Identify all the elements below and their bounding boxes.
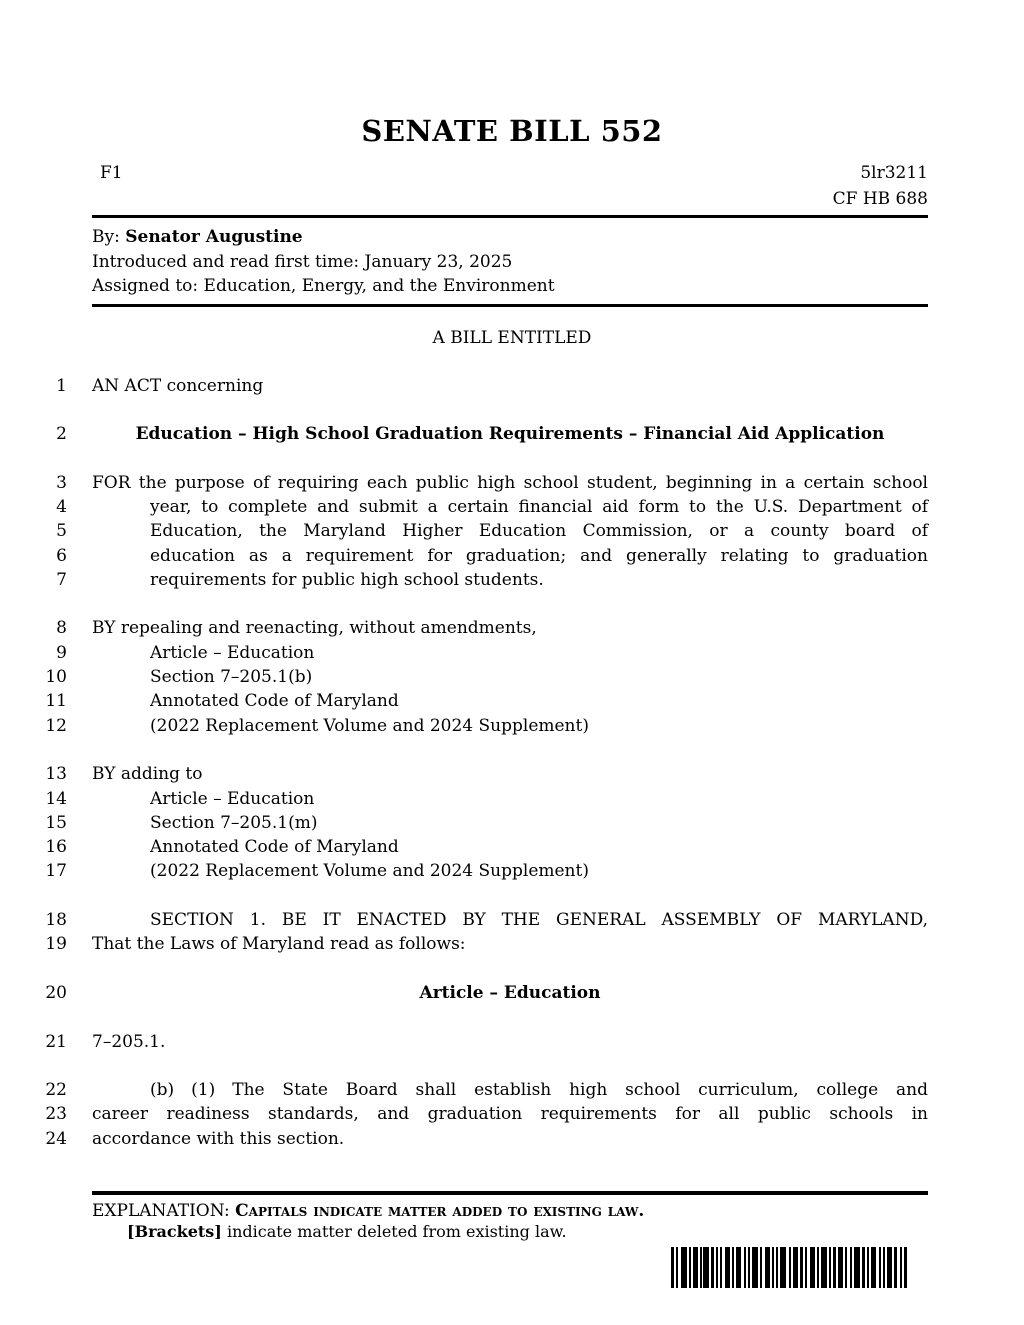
barcode-bar — [904, 1247, 907, 1288]
line-text: Education, the Maryland Higher Education Commission, or a county board of — [150, 521, 928, 542]
line-text: AN ACT concerning — [92, 375, 264, 396]
bill-line — [0, 981, 1024, 1005]
introduced-line: Introduced and read first time: January 23, 2025 — [92, 251, 513, 272]
header-rule-top — [92, 215, 928, 218]
version-code: F1 — [100, 163, 123, 183]
line-text: That the Laws of Maryland read as follows: — [92, 934, 466, 955]
bill-lines — [0, 374, 1024, 1152]
explanation-capitals-text: Capitals indicate matter added to existing law. — [235, 1201, 645, 1221]
header-meta-right — [833, 160, 928, 212]
explanation-label: EXPLANATION: — [92, 1201, 236, 1221]
line-number: 8 — [56, 618, 67, 639]
sponsor-line — [92, 225, 928, 250]
footer — [92, 1191, 928, 1242]
line-number: 12 — [45, 715, 67, 736]
line-number: 11 — [45, 691, 67, 712]
line-number: 23 — [45, 1104, 67, 1125]
header-rule-bottom — [92, 304, 928, 307]
bill-line — [0, 568, 1024, 592]
line-text: career readiness standards, and graduation requirements for all public schools in — [92, 1104, 928, 1125]
bill-line — [0, 787, 1024, 811]
line-number: 19 — [45, 934, 67, 955]
bill-line — [0, 1102, 1024, 1126]
line-number: 13 — [45, 764, 67, 785]
line-text: Article – Education — [150, 642, 315, 663]
brackets-term: [Brackets] — [127, 1222, 222, 1241]
header-meta-row — [100, 160, 928, 212]
line-number: 14 — [45, 788, 67, 809]
bill-line — [0, 495, 1024, 519]
line-number: 2 — [56, 424, 67, 445]
line-number: 1 — [56, 375, 67, 396]
brackets-rest: indicate matter deleted from existing law. — [221, 1222, 567, 1241]
assigned-line: Assigned to: Education, Energy, and the Environment — [92, 276, 555, 296]
line-number: 5 — [56, 521, 67, 542]
sponsor-block — [92, 225, 928, 299]
line-number: 10 — [45, 667, 67, 688]
line-number: 4 — [56, 496, 67, 517]
bill-line — [0, 689, 1024, 713]
line-text: Education – High School Graduation Requirements – Financial Aid Application — [135, 424, 885, 445]
line-text: requirements for public high school students. — [150, 569, 544, 590]
bill-line — [0, 471, 1024, 495]
line-number: 18 — [45, 910, 67, 931]
bill-line — [0, 1078, 1024, 1102]
bill-line — [0, 616, 1024, 640]
by-label: By: — [92, 227, 126, 247]
line-text: BY repealing and reenacting, without amendments, — [92, 618, 537, 639]
explanation-line — [92, 1201, 928, 1221]
bill-line — [0, 835, 1024, 859]
bill-line — [0, 1030, 1024, 1054]
line-number: 16 — [45, 837, 67, 858]
request-number: 5lr3211 — [860, 163, 928, 183]
bill-line — [0, 544, 1024, 568]
bill-entitled-heading: A BILL ENTITLED — [432, 327, 592, 348]
line-text: FOR the purpose of requiring each public high school student, beginning in a certain school — [92, 472, 928, 493]
line-number: 7 — [56, 569, 67, 590]
line-number: 17 — [45, 861, 67, 882]
line-number: 21 — [45, 1031, 67, 1052]
bill-line — [0, 665, 1024, 689]
bill-line — [0, 374, 1024, 398]
bill-line — [0, 422, 1024, 446]
sponsor-name: Senator Augustine — [125, 227, 303, 247]
bill-line — [0, 714, 1024, 738]
cross-file-number: CF HB 688 — [832, 189, 928, 209]
line-number: 15 — [45, 812, 67, 833]
line-text: Section 7–205.1(m) — [150, 812, 318, 833]
line-text: 7–205.1. — [92, 1031, 166, 1052]
bill-line — [0, 859, 1024, 883]
bill-line — [0, 908, 1024, 932]
bill-line — [0, 932, 1024, 956]
bill-title: SENATE BILL 552 — [361, 114, 663, 148]
line-number: 20 — [45, 982, 67, 1003]
line-text: year, to complete and submit a certain financial aid form to the U.S. Department of — [150, 496, 928, 517]
barcode — [671, 1247, 907, 1288]
line-text: accordance with this section. — [92, 1128, 345, 1149]
line-text: Section 7–205.1(b) — [150, 667, 313, 688]
line-text: Article – Education — [150, 788, 315, 809]
bill-line — [0, 641, 1024, 665]
line-text: Annotated Code of Maryland — [150, 837, 399, 858]
bill-line — [0, 1127, 1024, 1151]
line-text: education as a requirement for graduation; and generally relating to graduation — [150, 545, 928, 566]
line-number: 22 — [45, 1080, 67, 1101]
line-text: Annotated Code of Maryland — [150, 691, 399, 712]
bill-line — [0, 762, 1024, 786]
line-text: (2022 Replacement Volume and 2024 Supplement) — [150, 715, 589, 736]
line-number: 9 — [56, 642, 67, 663]
footer-rule — [92, 1191, 928, 1195]
bill-line — [0, 519, 1024, 543]
line-text: Article – Education — [419, 982, 601, 1003]
line-number: 6 — [56, 545, 67, 566]
bill-line — [0, 811, 1024, 835]
brackets-line — [127, 1221, 928, 1242]
line-text: (b) (1) The State Board shall establish high school curriculum, college and — [150, 1080, 928, 1101]
line-text: (2022 Replacement Volume and 2024 Supplement) — [150, 861, 589, 882]
line-text: BY adding to — [92, 764, 203, 785]
line-text: SECTION 1. BE IT ENACTED BY THE GENERAL ASSEMBLY OF MARYLAND, — [150, 910, 928, 931]
line-number: 3 — [56, 472, 67, 493]
line-number: 24 — [45, 1128, 67, 1149]
